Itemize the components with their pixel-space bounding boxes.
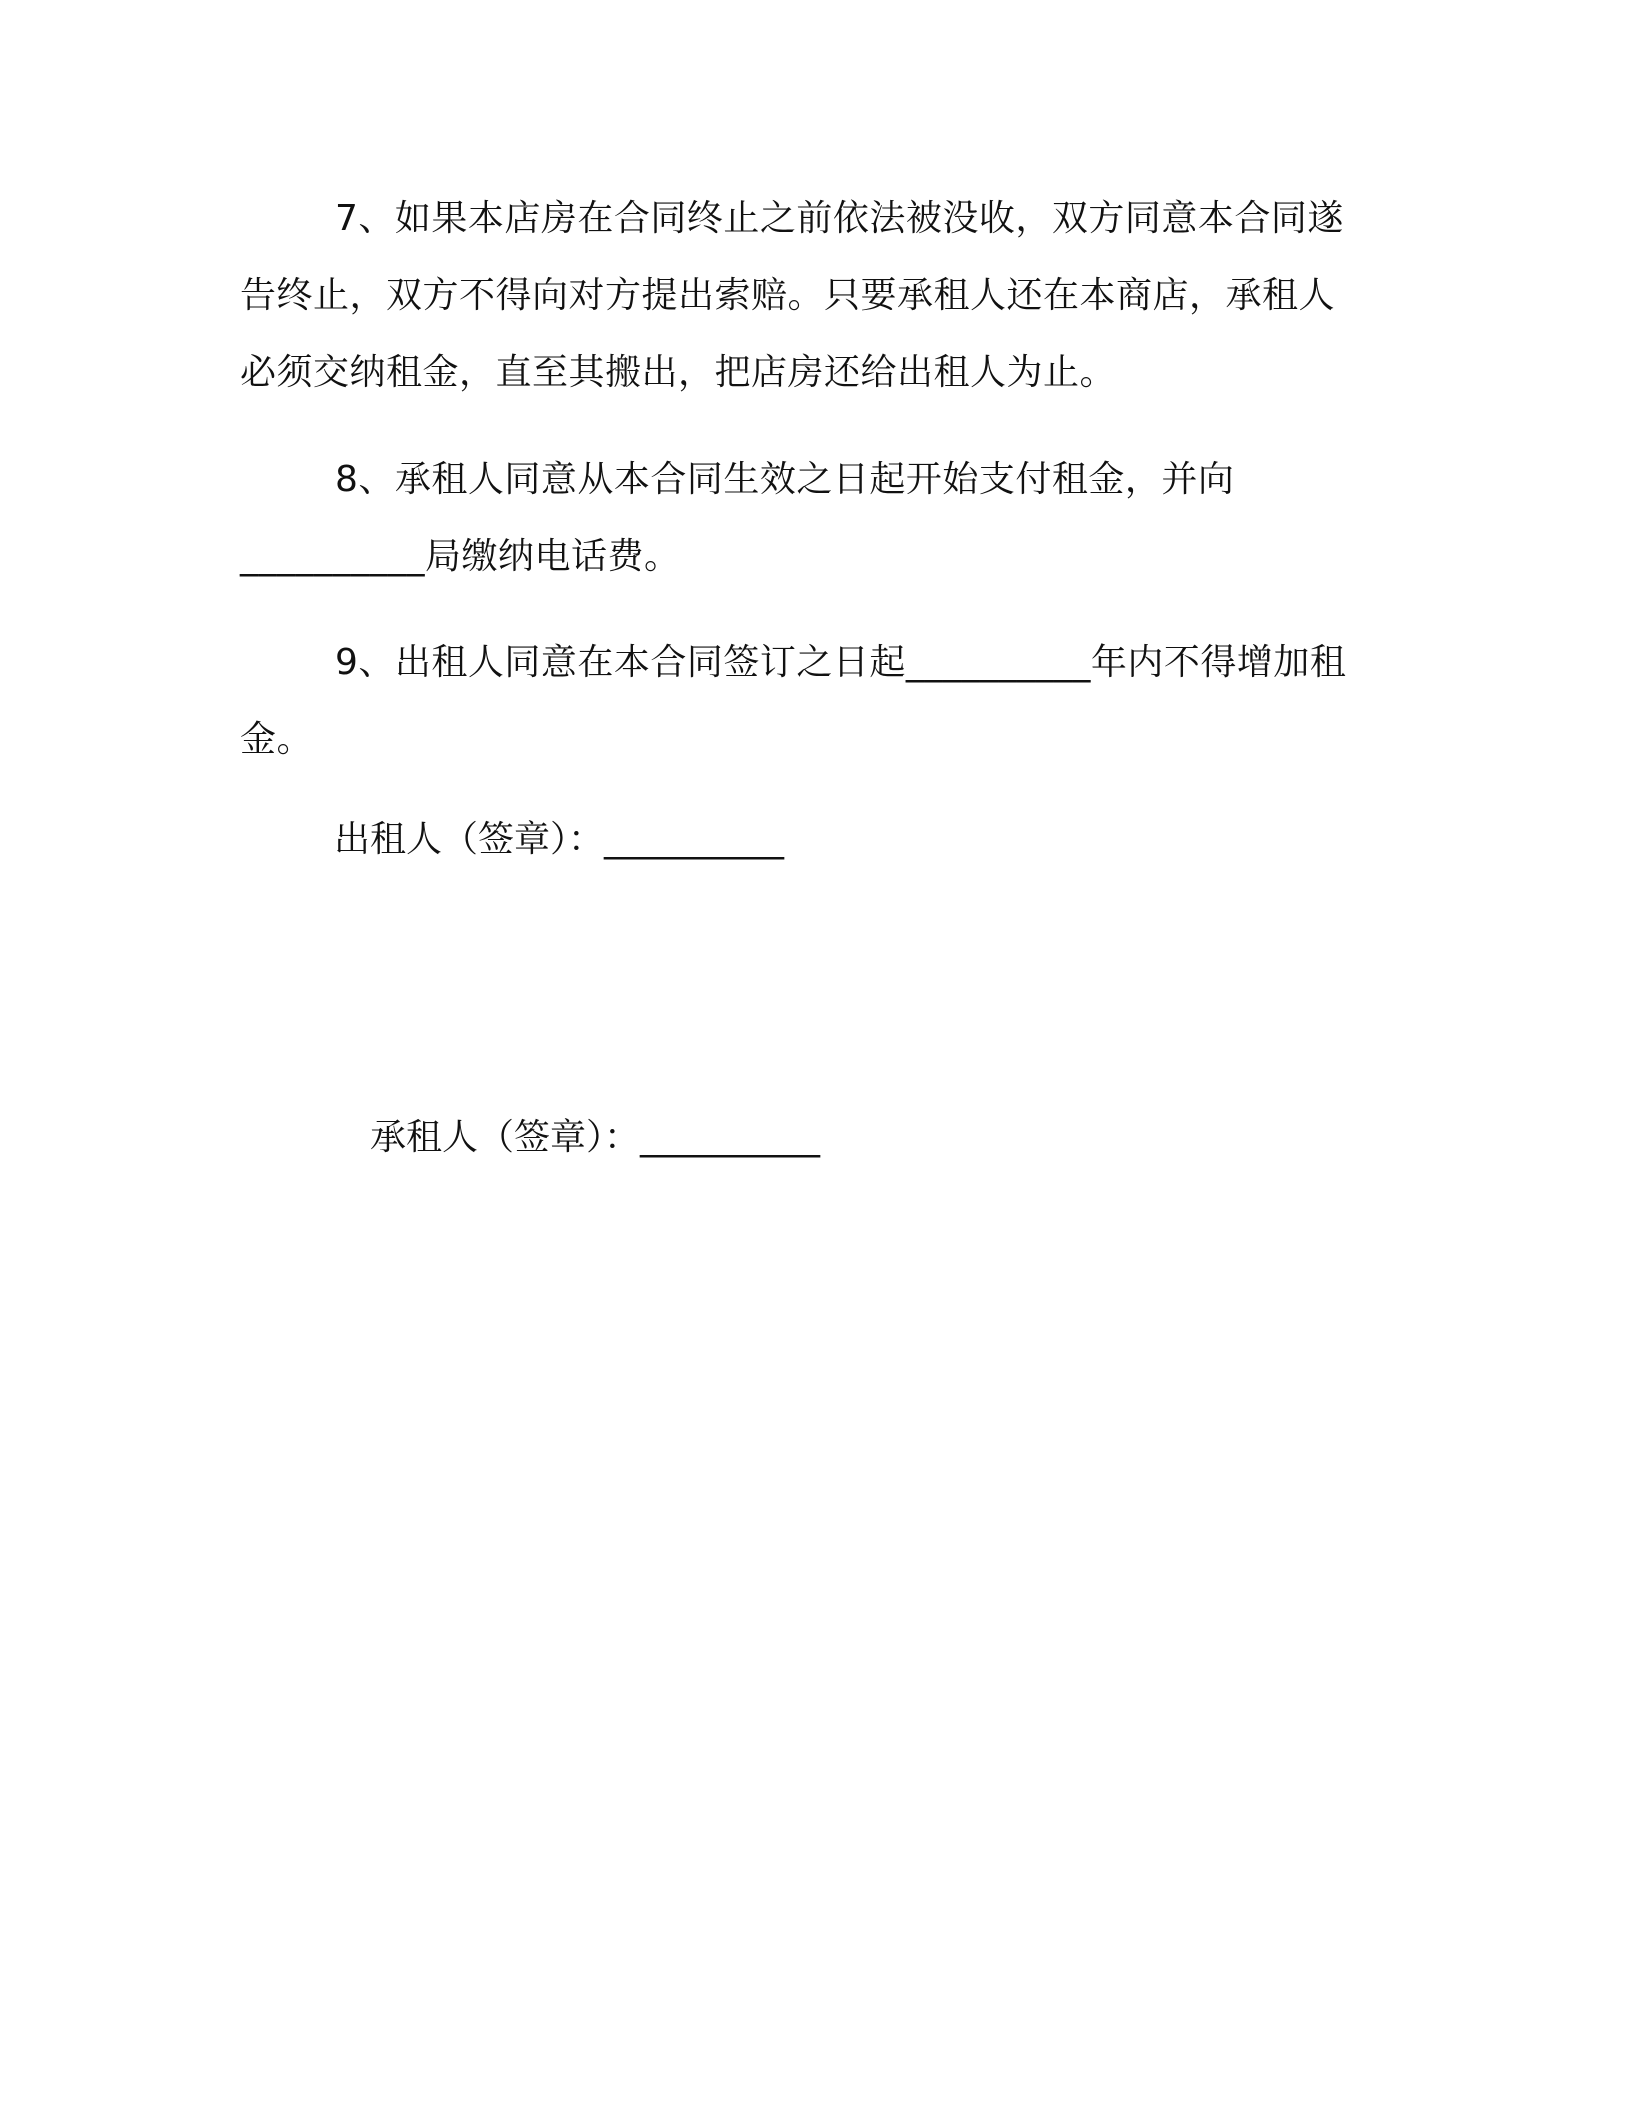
lessor-signature-line: 出租人（签章）：__________ [334,819,785,860]
clause-9: 9、出租人同意在本合同签订之日起__________年内不得增加租金。 [240,642,1347,760]
lessee-signature-line: 承租人（签章）：__________ [370,1117,821,1158]
clause-7: 7、如果本店房在合同终止之前依法被没收，双方同意本合同遂告终止，双方不得向对方提出索赔。只要承租人还在本商店，承租人必须交纳租金，直至其搬出，把店房还给出租人为止。 [240,198,1344,393]
clause-8: 8、承租人同意从本合同生效之日起开始支付租金，并向__________局缴纳电话费。 [240,459,1235,577]
